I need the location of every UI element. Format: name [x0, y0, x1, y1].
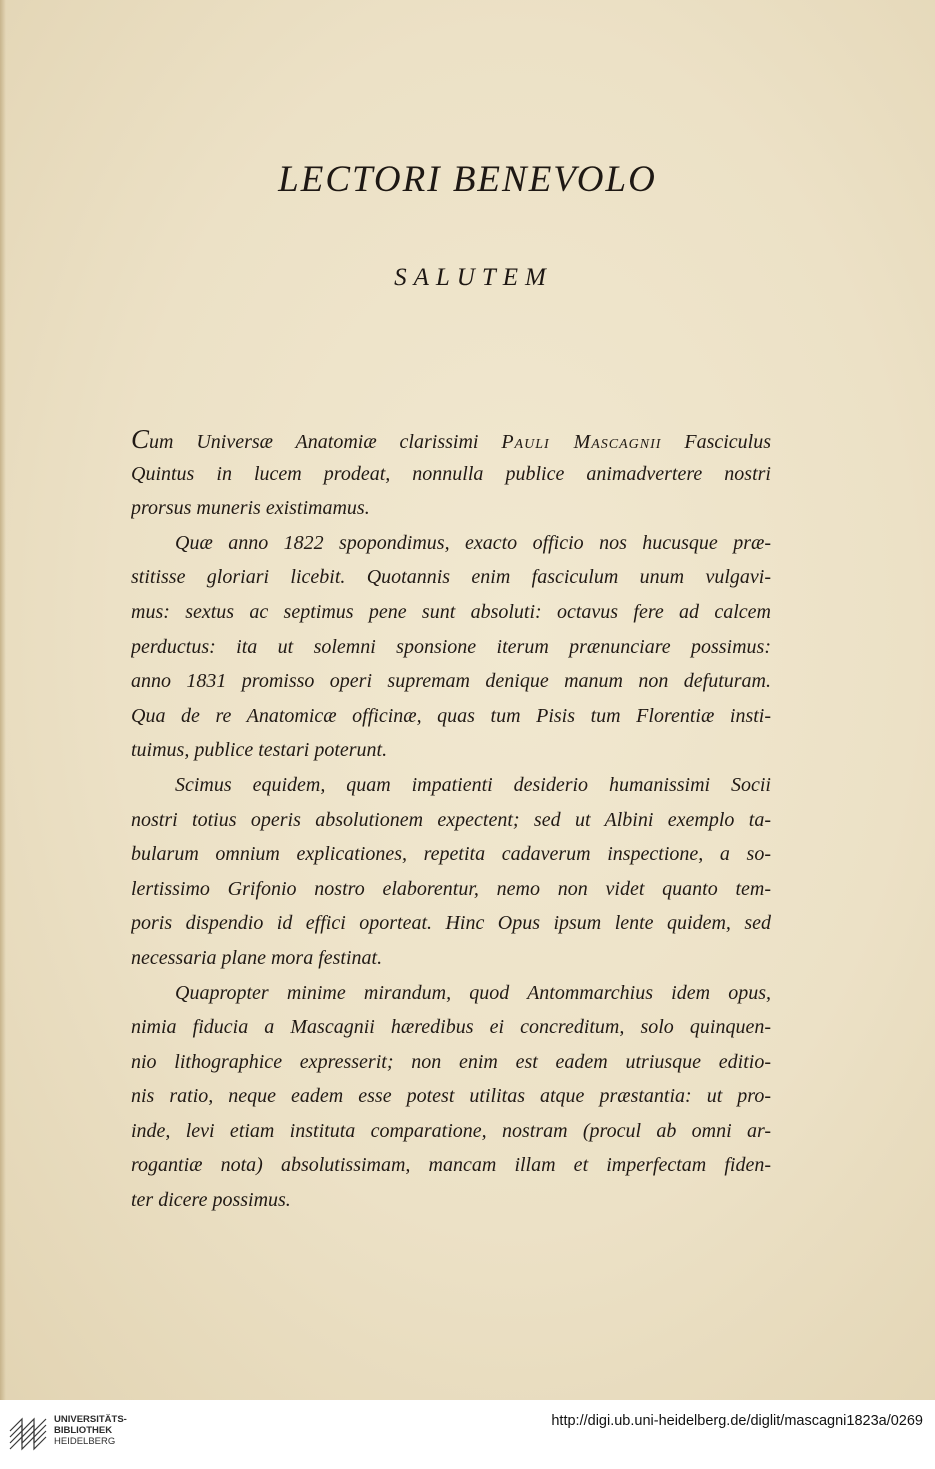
- text-segment: um Universæ Anatomiæ clarissimi: [149, 431, 502, 453]
- text-line: Qua de re Anatomicæ officinæ, quas tum Pisis tum Florentiæ insti-: [131, 704, 771, 727]
- text-line: Quapropter minime mirandum, quod Antommarchius idem opus,: [175, 981, 771, 1004]
- permalink-url[interactable]: http://digi.ub.uni-heidelberg.de/diglit/mascagni1823a/0269: [551, 1413, 923, 1429]
- text-line: Scimus equidem, quam impatienti desiderio humanissimi Socii: [175, 773, 771, 796]
- text-line: nostri totius operis absolutionem expectent; sed ut Albini exemplo ta-: [131, 808, 771, 831]
- logo-line: UNIVERSITÄTS-: [54, 1414, 127, 1425]
- text-line: anno 1831 promisso operi supremam denique manum non defuturam.: [131, 670, 771, 693]
- text-line: [131, 422, 771, 457]
- text-line: inde, levi etiam instituta comparatione, nostram (procul ab omni ar-: [131, 1119, 771, 1142]
- text-line: nio lithographice expresserit; non enim est eadem utriusque editio-: [131, 1050, 771, 1073]
- page-title: LECTORI BENEVOLO: [278, 159, 657, 200]
- text-line: rogantiæ nota) absolutissimam, mancam illam et imperfectam fiden-: [131, 1154, 771, 1177]
- author-name: Pauli Mascagnii: [501, 431, 662, 453]
- logo-line: HEIDELBERG: [54, 1436, 116, 1447]
- text-line: Quintus in lucem prodeat, nonnulla publice animadvertere nostri: [131, 462, 771, 485]
- text-line: nimia fiducia a Mascagnii hæredibus ei concreditum, solo quinquen-: [131, 1016, 771, 1039]
- drop-cap: C: [131, 424, 150, 454]
- text-line: Quæ anno 1822 spopondimus, exacto officio nos hucusque præ-: [175, 531, 771, 554]
- library-logo-icon: [8, 1411, 50, 1455]
- text-line: prorsus muneris existimamus.: [131, 497, 370, 520]
- text-line: poris dispendio id effici oporteat. Hinc Opus ipsum lente quidem, sed: [131, 912, 771, 935]
- text-line: tuimus, publice testari poterunt.: [131, 739, 388, 762]
- text-line: perductus: ita ut solemni sponsione iterum prænunciare possimus:: [131, 635, 771, 658]
- text-line: bularum omnium explicationes, repetita cadaverum inspectione, a so-: [131, 843, 771, 866]
- logo-line: BIBLIOTHEK: [54, 1425, 113, 1436]
- text-line: stitisse gloriari licebit. Quotannis enim fasciculum unum vulgavi-: [131, 566, 771, 589]
- library-logo-text: [54, 1414, 127, 1447]
- text-line: necessaria plane mora festinat.: [131, 946, 383, 969]
- text-segment: Fasciculus: [661, 431, 771, 453]
- viewer-footer: [0, 1400, 935, 1469]
- page-edge: [0, 0, 6, 1400]
- body-text: [131, 422, 771, 1218]
- text-line: mus: sextus ac septimus pene sunt absoluti: octavus fere ad calcem: [131, 600, 771, 623]
- text-line: ter dicere possimus.: [131, 1189, 291, 1212]
- page-subtitle: SALUTEM: [394, 264, 553, 291]
- text-line: nis ratio, neque eadem esse potest utilitas atque præstantia: ut pro-: [131, 1085, 771, 1108]
- text-line: lertissimo Grifonio nostro elaborentur, nemo non videt quanto tem-: [131, 877, 771, 900]
